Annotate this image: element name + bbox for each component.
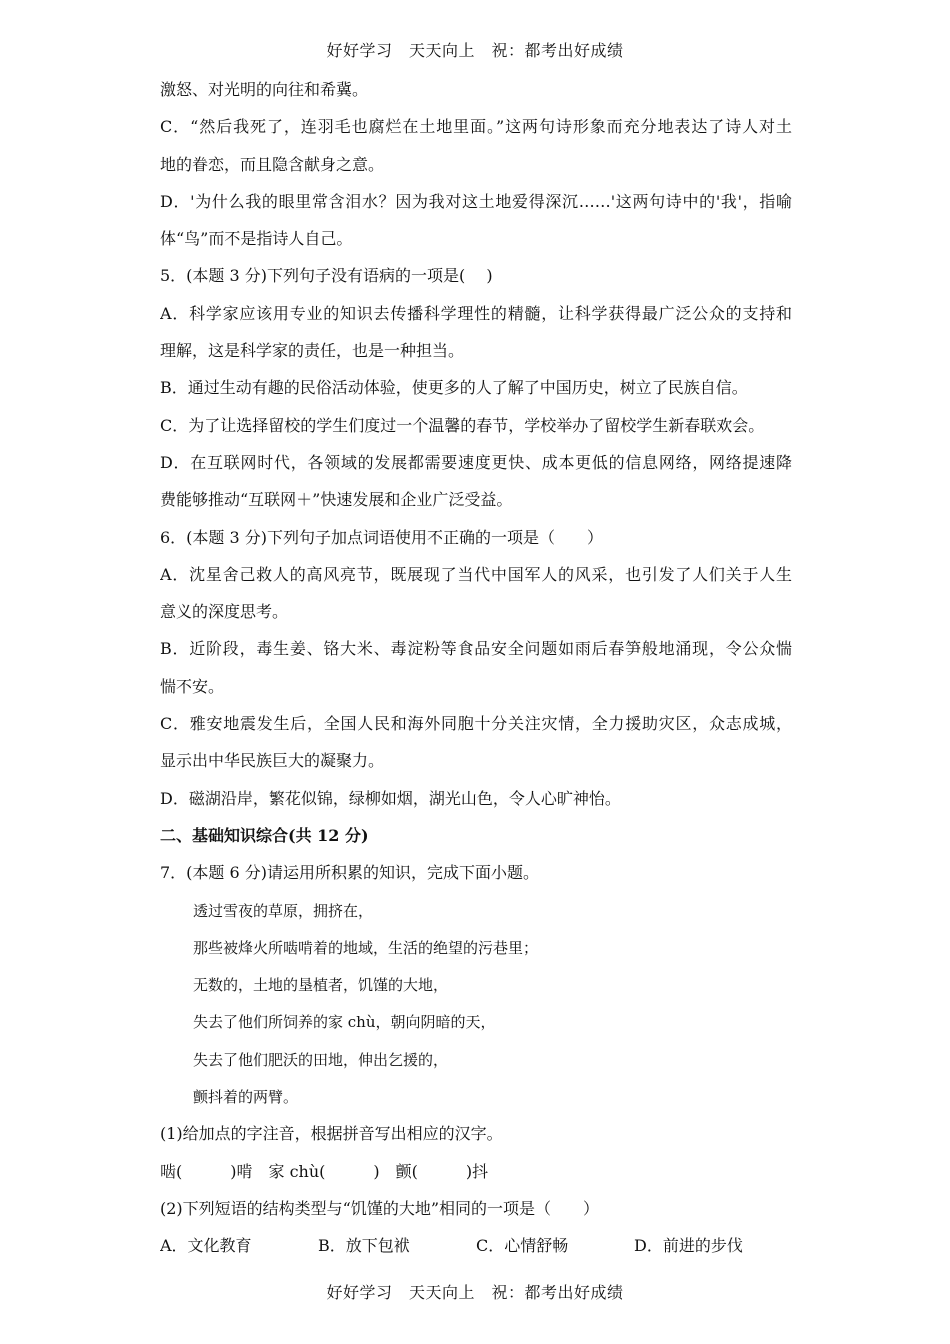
text-line: 激怒、对光明的向往和希冀。 — [160, 80, 369, 99]
poem-line: 那些被烽火所啮啃着的地域，生活的绝望的污巷里； — [193, 938, 539, 957]
question-6: 6．(本题 3 分)下列句子加点词语使用不正确的一项是（ ） — [160, 527, 604, 547]
text-line: 惴不安。 — [160, 676, 225, 696]
text-line: 意义的深度思考。 — [160, 602, 289, 622]
poem-line: 失去了他们所饲养的家 chù，朝向阴暗的天， — [193, 1013, 496, 1032]
subquestion-2: (2)下列短语的结构类型与“饥馑的大地”相同的一项是（ ） — [160, 1198, 600, 1218]
poem-line: 无数的，土地的垦植者，饥馑的大地， — [193, 976, 449, 995]
text-line: 显示出中华民族巨大的凝聚力。 — [160, 751, 385, 771]
option-c: C．心情舒畅 — [476, 1236, 569, 1256]
q6-option-d: D．磁湖沿岸，繁花似锦，绿柳如烟，湖光山色，令人心旷神怡。 — [160, 788, 621, 808]
poem-line: 透过雪夜的草原，拥挤在， — [193, 901, 374, 920]
page-footer: 好好学习 天天向上 祝：都考出好成绩 — [326, 1283, 624, 1302]
q5-option-d: D．在互联网时代，各领域的发展都需要速度更快、成本更低的信息网络，网络提速降 — [160, 452, 792, 472]
q5-option-a: A．科学家应该用专业的知识去传播科学理性的精髓，让科学获得最广泛公众的支持和 — [160, 303, 792, 323]
question-7: 7．(本题 6 分)请运用所积累的知识，完成下面小题。 — [160, 863, 540, 883]
option-d-line: D．'为什么我的眼里常含泪水？因为我对这土地爱得深沉……'这两句诗中的'我'，指喻 — [160, 191, 792, 211]
section-title: 二、基础知识综合(共 12 分) — [160, 825, 369, 845]
option-b: B．放下包袱 — [318, 1236, 410, 1256]
pinyin-blanks: 啮( )啃 家 chù( ) 颤( )抖 — [160, 1161, 489, 1181]
option-a: A．文化教育 — [160, 1236, 252, 1256]
document-body — [160, 78, 792, 1272]
answer-options — [160, 1234, 792, 1271]
page-header: 好好学习 天天向上 祝：都考出好成绩 — [326, 41, 624, 60]
option-c-line: C．“然后我死了，连羽毛也腐烂在土地里面。”这两句诗形象而充分地表达了诗人对土 — [160, 117, 792, 137]
text-line: 理解，这是科学家的责任，也是一种担当。 — [160, 341, 465, 361]
q6-option-b: B．近阶段，毒生姜、铬大米、毒淀粉等食品安全问题如雨后春笋般地涌现，令公众惴 — [160, 639, 792, 659]
q5-option-b: B．通过生动有趣的民俗活动体验，使更多的人了解了中国历史，树立了民族自信。 — [160, 378, 748, 398]
q6-option-a: A．沈星舍己救人的高风亮节，既展现了当代中国军人的风采，也引发了人们关于人生 — [160, 564, 792, 584]
option-d: D．前进的步伐 — [634, 1236, 743, 1256]
subquestion-1: (1)给加点的字注音，根据拼音写出相应的汉字。 — [160, 1124, 503, 1144]
q5-option-c: C．为了让选择留校的学生们度过一个温馨的春节，学校举办了留校学生新春联欢会。 — [160, 415, 765, 435]
question-5: 5．(本题 3 分)下列句子没有语病的一项是( ) — [160, 266, 493, 286]
text-line: 体“鸟”而不是指诗人自己。 — [160, 229, 353, 249]
poem-line: 颤抖着的两臂。 — [193, 1088, 299, 1107]
poem-line: 失去了他们肥沃的田地，伸出乞援的， — [193, 1050, 449, 1069]
text-line: 费能够推动“互联网＋”快速发展和企业广泛受益。 — [160, 490, 513, 510]
q6-option-c: C．雅安地震发生后，全国人民和海外同胞十分关注灾情，全力援助灾区，众志成城， — [160, 714, 792, 734]
text-line: 地的眷恋，而且隐含献身之意。 — [160, 154, 385, 174]
